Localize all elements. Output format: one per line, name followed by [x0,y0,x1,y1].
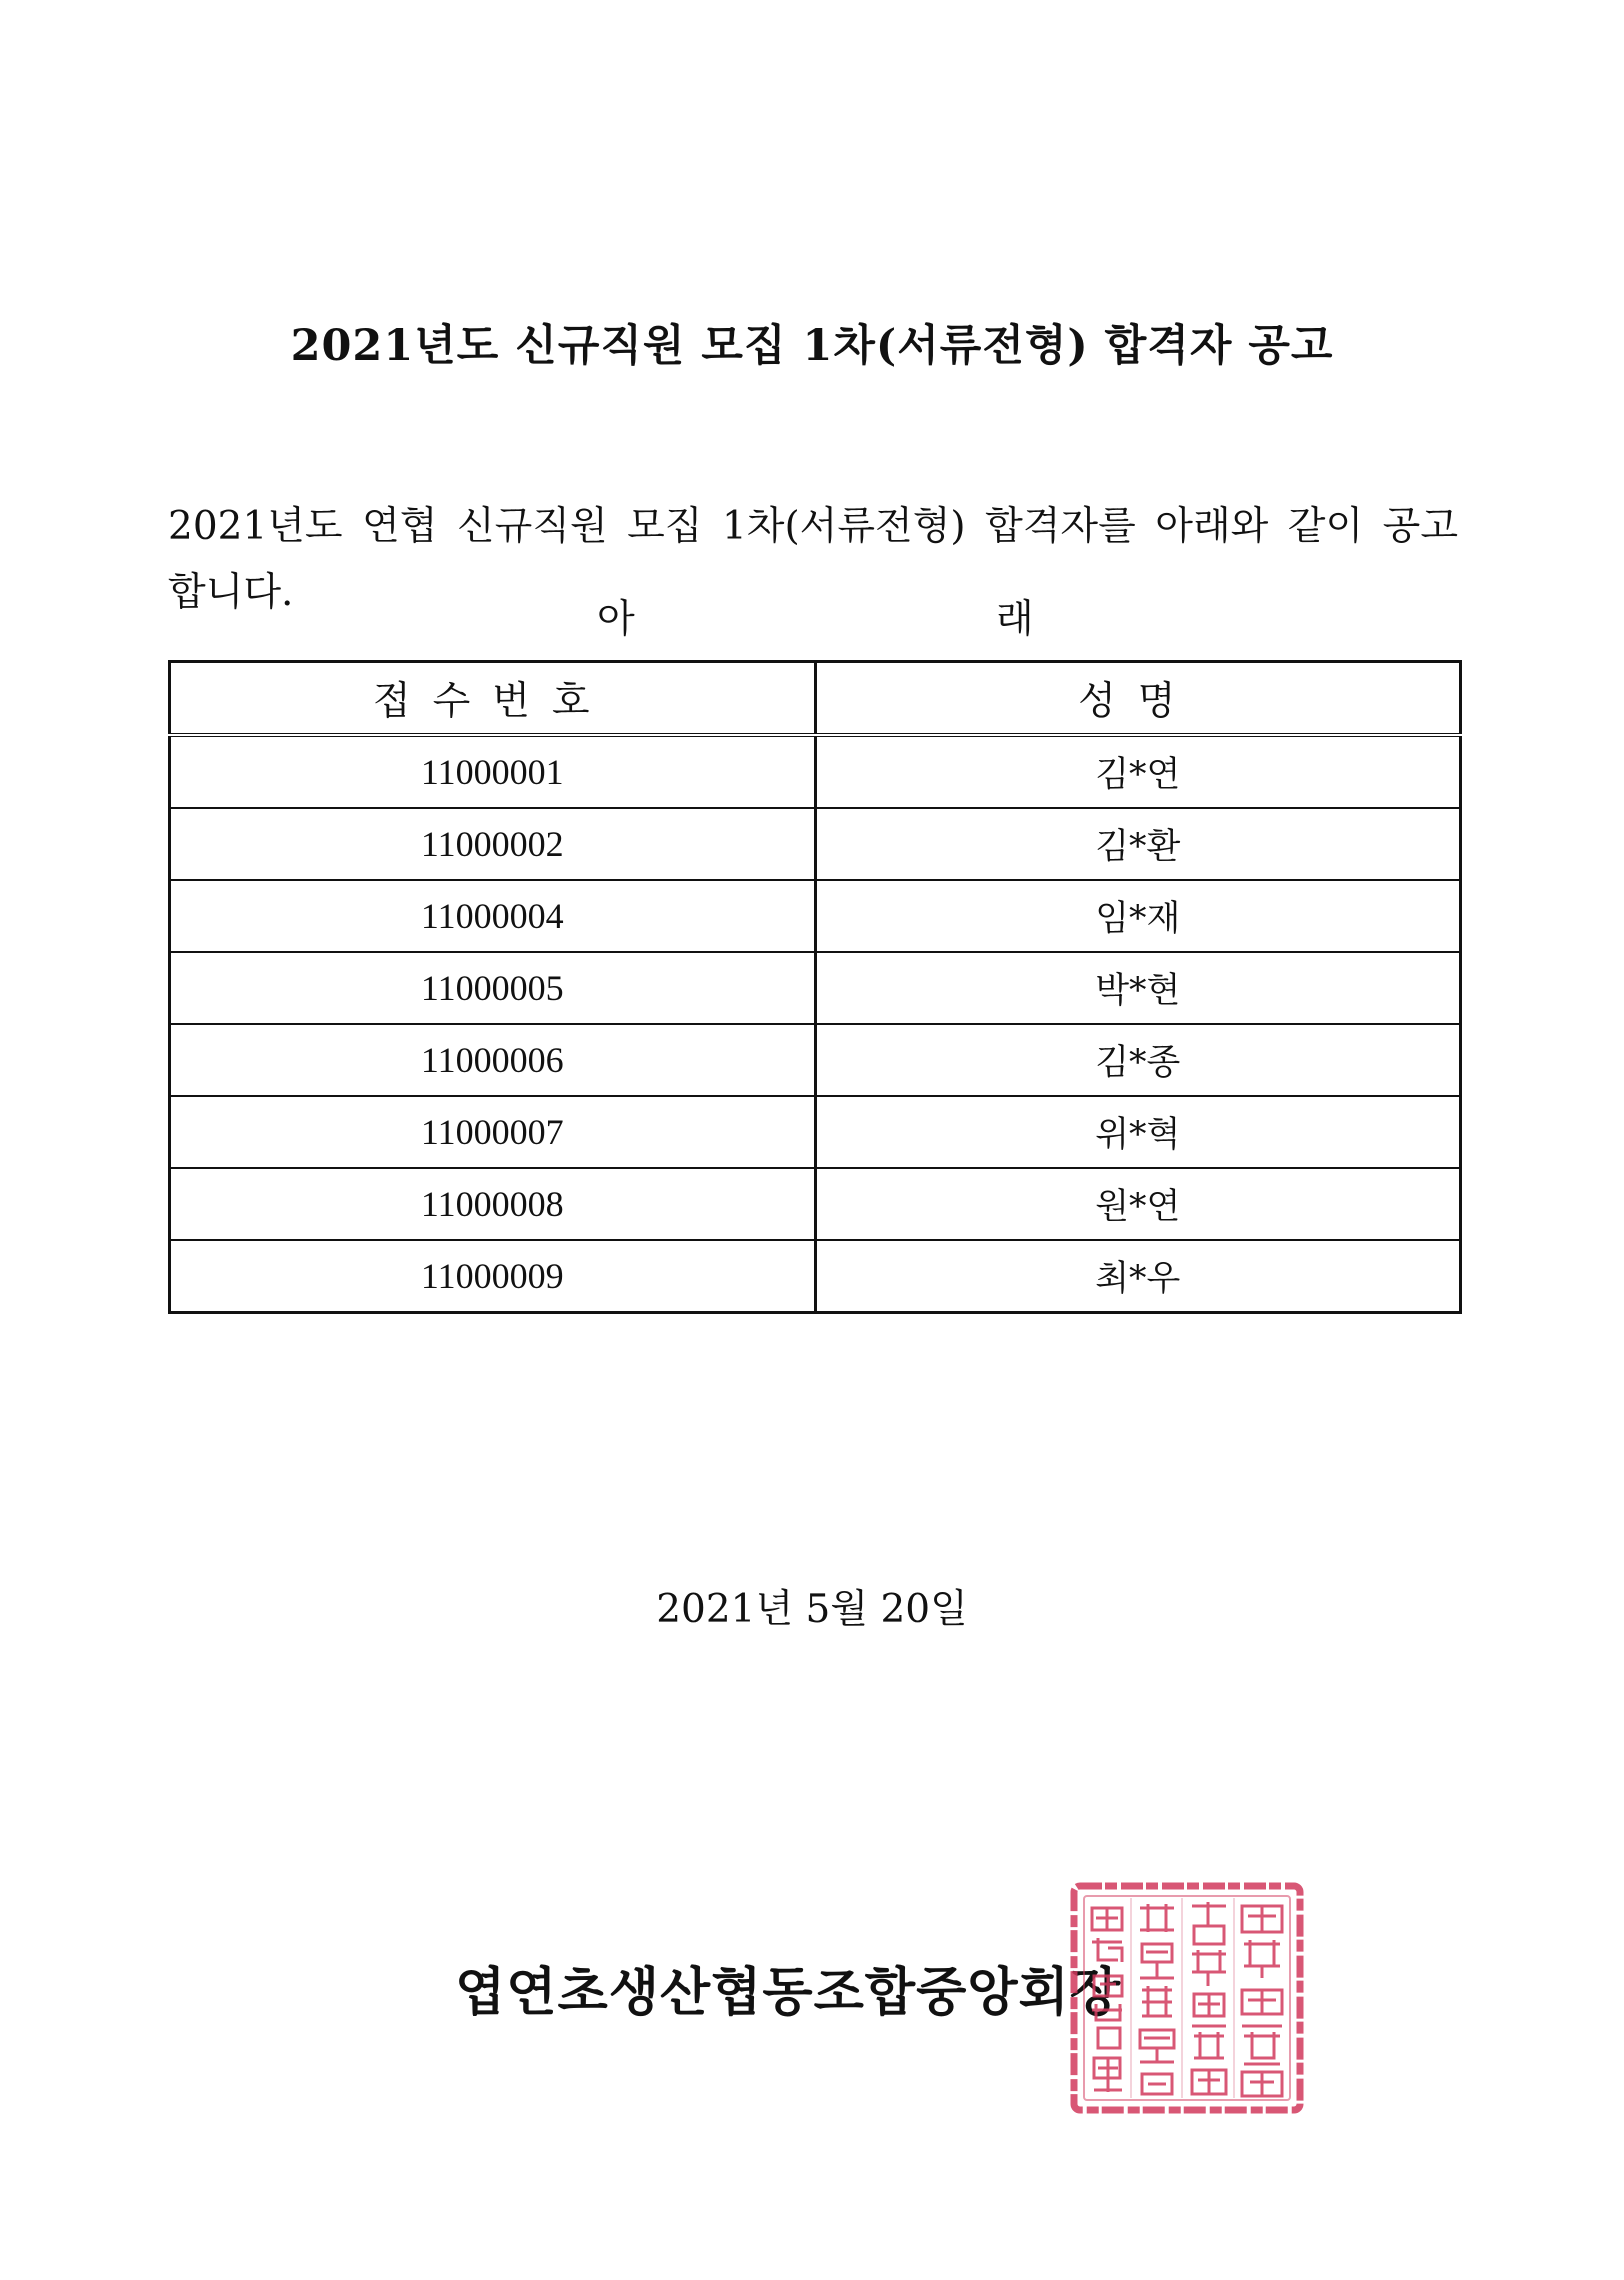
table-header-row [170,662,1461,736]
section-heading-left: 아 [597,597,635,642]
application-number-cell: 11000007 [170,1096,816,1168]
official-seal-icon [1068,1880,1306,2116]
name-cell: 최*우 [815,1240,1461,1313]
name-cell: 위*혁 [815,1096,1461,1168]
name-cell: 김*연 [815,735,1461,808]
application-number-cell: 11000008 [170,1168,816,1240]
table-row [170,880,1461,952]
name-cell: 김*환 [815,808,1461,880]
document-title: 2021년도 신규직원 모집 1차(서류전형) 합격자 공고 [290,321,1334,371]
application-number-cell: 11000006 [170,1024,816,1096]
table-row [170,1096,1461,1168]
table-row [170,808,1461,880]
section-heading-right: 래 [996,597,1034,642]
application-number-cell: 11000009 [170,1240,816,1313]
name-cell: 원*연 [815,1168,1461,1240]
notice-date: 2021년 5월 20일 [656,1587,968,1632]
header-application-number: 접수번호 [170,662,816,736]
name-cell: 박*현 [815,952,1461,1024]
applicant-table [168,660,1462,1314]
table-row [170,952,1461,1024]
application-number-cell: 11000001 [170,735,816,808]
header-name: 성명 [815,662,1461,736]
issuing-organization: 엽연초생산협동조합중앙회장 [455,1963,1122,2023]
table-row [170,1240,1461,1313]
application-number-cell: 11000002 [170,808,816,880]
table-row [170,1168,1461,1240]
application-number-cell: 11000004 [170,880,816,952]
application-number-cell: 11000005 [170,952,816,1024]
name-cell: 김*종 [815,1024,1461,1096]
name-cell: 임*재 [815,880,1461,952]
table-row [170,735,1461,808]
table-row [170,1024,1461,1096]
intro-paragraph: 2021년도 연협 신규직원 모집 1차(서류전형) 합격자를 아래와 같이 공고합니다. [168,504,1458,615]
